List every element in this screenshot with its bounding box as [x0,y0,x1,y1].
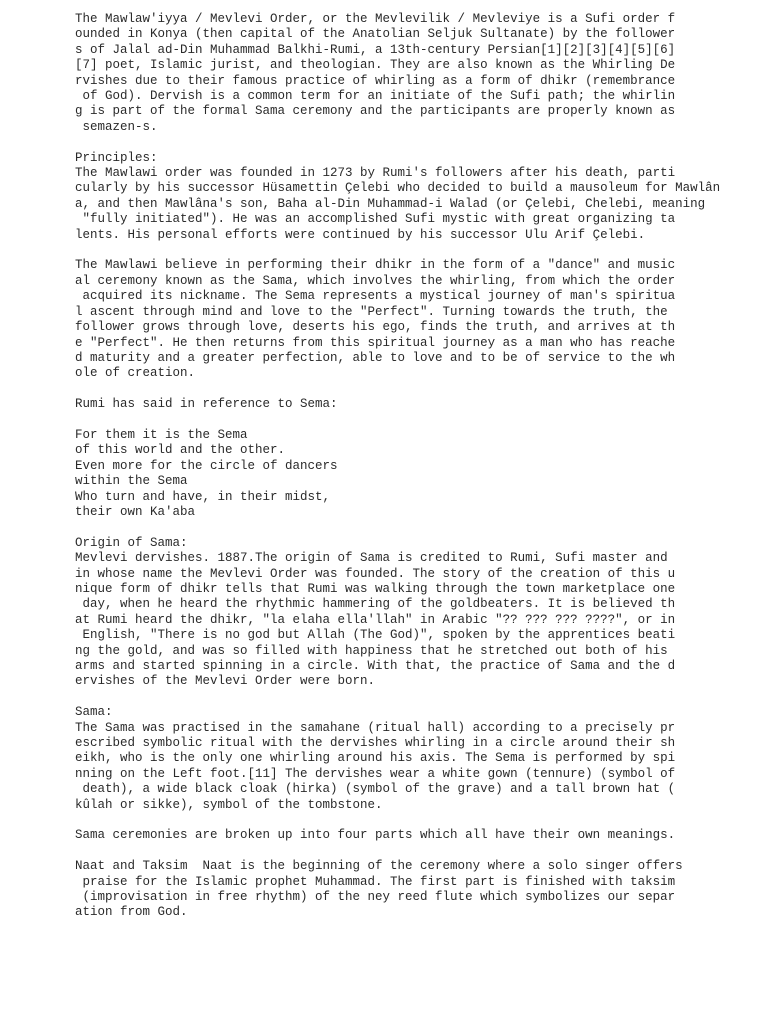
paragraph-principles: Principles: The Mawlawi order was founded in 1273 by Rumi's followers after his death, parti cularly by his successor Hüsamettin Çelebi who decided to build a mausoleum for Mawlân a, and then Mawlâna's son, Baha al-Din Muhammad-i Walad (or Çelebi, Chelebi, meaning "fully initiated"). He was an accomplished Sufi mystic with great organizing ta lents. His personal efforts were continued by his successor Ulu Arif Çelebi. [75,150,721,242]
paragraph-gap [75,690,755,705]
paragraph-naat-taksim: Naat and Taksim Naat is the beginning of the ceremony where a solo singer offers praise for the Islamic prophet Muhammad. The first part is finished with taksim (improvisation in free rhythm) of the ney reed flute which symbolizes our separ ation from God. [75,859,683,920]
paragraph-gap [75,382,755,397]
paragraph-gap [75,844,755,859]
paragraph-gap [75,413,755,428]
paragraph-sama: Sama: The Sama was practised in the samahane (ritual hall) according to a precisely pr escribed symbolic ritual with the dervishes whirling in a circle around their sh eikh, who is the only one whirling around his axis. The Sema is performed by spi nning on the Left foot.[11] The dervishes wear a white gown (tennure) (symbol of death), a wide black cloak (hirka) (symbol of the grave) and a tall brown hat ( kûlah or sikke), symbol of the tombstone. [75,705,676,812]
paragraph-gap [75,135,755,150]
paragraph-dhikr: The Mawlawi believe in performing their dhikr in the form of a "dance" and music al ceremony known as the Sama, which involves the whirling, from which the order acquired its nickname. The Sema represents a mystical journey of man's spiritua l ascent through mind and love to the "Perfect". Turning towards the truth, the follower grows through love, deserts his ego, finds the truth, and arrives at th e "Perfect". He then returns from this spiritual journey as a man who has reache d maturity and a greater perfection, able to love and to be of service to the wh ole of creation. [75,258,676,381]
paragraph-poem: For them it is the Sema of this world and the other. Even more for the circle of dancers within the Sema Who turn and have, in their midst, their own Ka'aba [75,427,338,519]
paragraph-gap [75,813,755,828]
paragraph-rumi-quote-intro: Rumi has said in reference to Sema: [75,397,338,412]
paragraph-ceremony-parts: Sama ceremonies are broken up into four parts which all have their own meanings. [75,828,676,843]
paragraph-gap [75,520,755,535]
paragraph-origin: Origin of Sama: Mevlevi dervishes. 1887.The origin of Sama is credited to Rumi, Sufi master and in whose name the Mevlevi Order was founded. The story of the creation of this u nique form of dhikr tells that Rumi was walking through the town marketplace one day, when he heard the rhythmic hammering of the goldbeaters. It is believed th at Rumi heard the dhikr, "la elaha ella'llah" in Arabic "?? ??? ??? ????", or in English, "There is no god but Allah (The God)", spoken by the apprentices beati ng the gold, and was so filled with happiness that he stretched out both of his arms and started spinning in a circle. With that, the practice of Sama and the d ervishes of the Mevlevi Order were born. [75,535,676,689]
document-page [75,12,755,921]
paragraph-gap [75,243,755,258]
paragraph-intro: The Mawlaw'iyya / Mevlevi Order, or the Mevlevilik / Mevleviye is a Sufi order f ounded in Konya (then capital of the Anatolian Seljuk Sultanate) by the follower s of Jalal ad-Din Muhammad Balkhi-Rumi, a 13th-century Persian[1][2][3][4][5][6] [7] poet, Islamic jurist, and theologian. They are also known as the Whirling De rvishes due to their famous practice of whirling as a form of dhikr (remembrance of God). Dervish is a common term for an initiate of the Sufi path; the whirlin g is part of the formal Sama ceremony and the participants are properly known as semazen-s. [75,12,676,134]
